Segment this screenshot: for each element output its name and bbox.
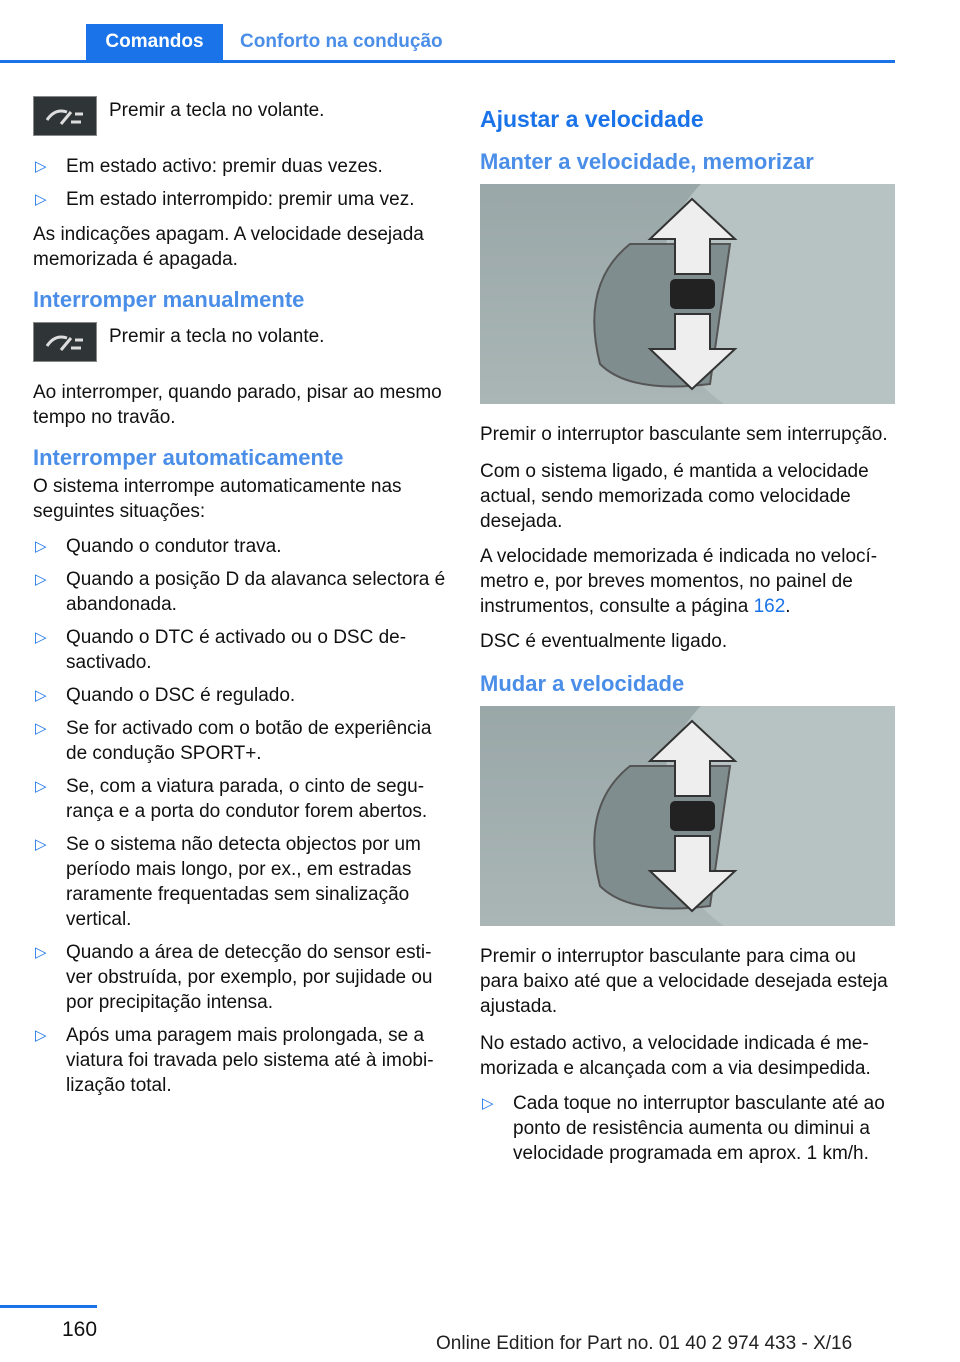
icon-instruction-text: Premir a tecla no volante. xyxy=(109,100,325,121)
footer-rule xyxy=(0,1305,97,1308)
list-item: ▷ Se for activado com o botão de experiência de condução SPORT+. xyxy=(35,718,432,764)
triangle-right-icon: ▷ xyxy=(35,836,47,853)
list-item: ▷ Em estado interrompido: premir uma vez. xyxy=(35,189,415,210)
cruise-control-button-icon xyxy=(33,96,97,136)
list-item: ▷ Quando o condutor trava. xyxy=(35,536,282,557)
paragraph: Premir o interruptor basculante para cima ou para baixo até que a velocidade desejada esteja ajustada. xyxy=(480,946,888,1017)
list-item: ▷ Quando a posição D da alavanca selectora é abandonada. xyxy=(35,569,446,615)
bullet-list-1 xyxy=(33,154,448,212)
heading-manual: Interromper manualmente xyxy=(33,287,305,312)
paragraph: Ao interromper, quando parado, pisar ao mesmo tempo no travão. xyxy=(33,382,442,428)
triangle-right-icon: ▷ xyxy=(35,687,47,704)
triangle-right-icon: ▷ xyxy=(35,629,47,646)
steering-wheel-rocker-image xyxy=(480,706,895,926)
header-tabbar xyxy=(0,24,895,63)
list-item: ▷ Cada toque no interruptor basculante até ao ponto de resistência aumenta ou diminui a velocidade programada em aprox. 1 km/h. xyxy=(482,1093,885,1164)
tab-comandos[interactable]: Comandos xyxy=(86,24,223,60)
bullet-list-3 xyxy=(480,1091,895,1166)
triangle-right-icon: ▷ xyxy=(35,778,47,795)
paragraph: DSC é eventualmente ligado. xyxy=(480,631,728,652)
list-item: ▷ Quando o DSC é regulado. xyxy=(35,685,296,706)
list-item: ▷ Quando a área de detecção do sensor estiver obstruída, por exemplo, por sujidade ou por precipitação intensa. xyxy=(35,942,433,1013)
list-item: ▷ Se o sistema não detecta objectos por um período mais longo, por ex., em estradas raramente frequentadas sem sinalização vertical. xyxy=(35,834,421,930)
paragraph: No estado activo, a velocidade indicada é memorizada e alcançada com a via desimpedida. xyxy=(480,1033,871,1079)
list-item: ▷ Após uma paragem mais prolongada, se a viatura foi travada pelo sistema até à imobilização total. xyxy=(35,1025,434,1096)
triangle-right-icon: ▷ xyxy=(35,571,47,588)
paragraph: O sistema interrompe automaticamente nas seguintes situações: xyxy=(33,476,402,522)
page-number: 160 xyxy=(62,1318,98,1341)
triangle-right-icon: ▷ xyxy=(35,720,47,737)
triangle-right-icon: ▷ xyxy=(35,158,47,175)
icon-instruction-text: Premir a tecla no volante. xyxy=(109,326,325,347)
paragraph: Premir o interruptor basculante sem interrupção. xyxy=(480,424,888,445)
edition-footer: Online Edition for Part no. 01 40 2 974 433 - X/16 xyxy=(436,1333,853,1354)
tab-conforto[interactable]: Conforto na condução xyxy=(240,31,443,52)
heading-keep: Manter a velocidade, memorizar xyxy=(480,149,814,174)
triangle-right-icon: ▷ xyxy=(35,1027,47,1044)
paragraph: As indicações apagam. A velocidade desejada memorizada é apagada. xyxy=(33,224,424,270)
page-link[interactable]: 162 xyxy=(753,596,786,617)
left-column xyxy=(33,96,448,1108)
right-column xyxy=(480,96,895,1176)
list-item: ▷ Se, com a viatura parada, o cinto de segurança e a porta do condutor forem abertos. xyxy=(35,776,428,822)
triangle-right-icon: ▷ xyxy=(35,191,47,208)
paragraph: A velocidade memorizada é indicada no velocímetro e, por breves momentos, no painel de instrumentos, consulte a página 162. xyxy=(480,546,878,617)
heading-auto: Interromper automaticamente xyxy=(33,445,344,470)
bullet-list-2 xyxy=(33,534,448,1098)
triangle-right-icon: ▷ xyxy=(35,538,47,555)
cruise-control-button-icon xyxy=(33,322,97,362)
heading-main: Ajustar a velocidade xyxy=(480,106,704,132)
steering-wheel-rocker-image xyxy=(480,184,895,404)
list-item: ▷ Quando o DTC é activado ou o DSC desactivado. xyxy=(35,627,407,673)
heading-change: Mudar a velocidade xyxy=(480,671,685,696)
triangle-right-icon: ▷ xyxy=(482,1095,494,1112)
list-item: ▷ Em estado activo: premir duas vezes. xyxy=(35,156,383,177)
triangle-right-icon: ▷ xyxy=(35,944,47,961)
icon-instruction-1 xyxy=(33,96,448,136)
paragraph: Com o sistema ligado, é mantida a velocidade actual, sendo memorizada como velocidade desejada. xyxy=(480,461,869,532)
icon-instruction-2 xyxy=(33,322,448,362)
